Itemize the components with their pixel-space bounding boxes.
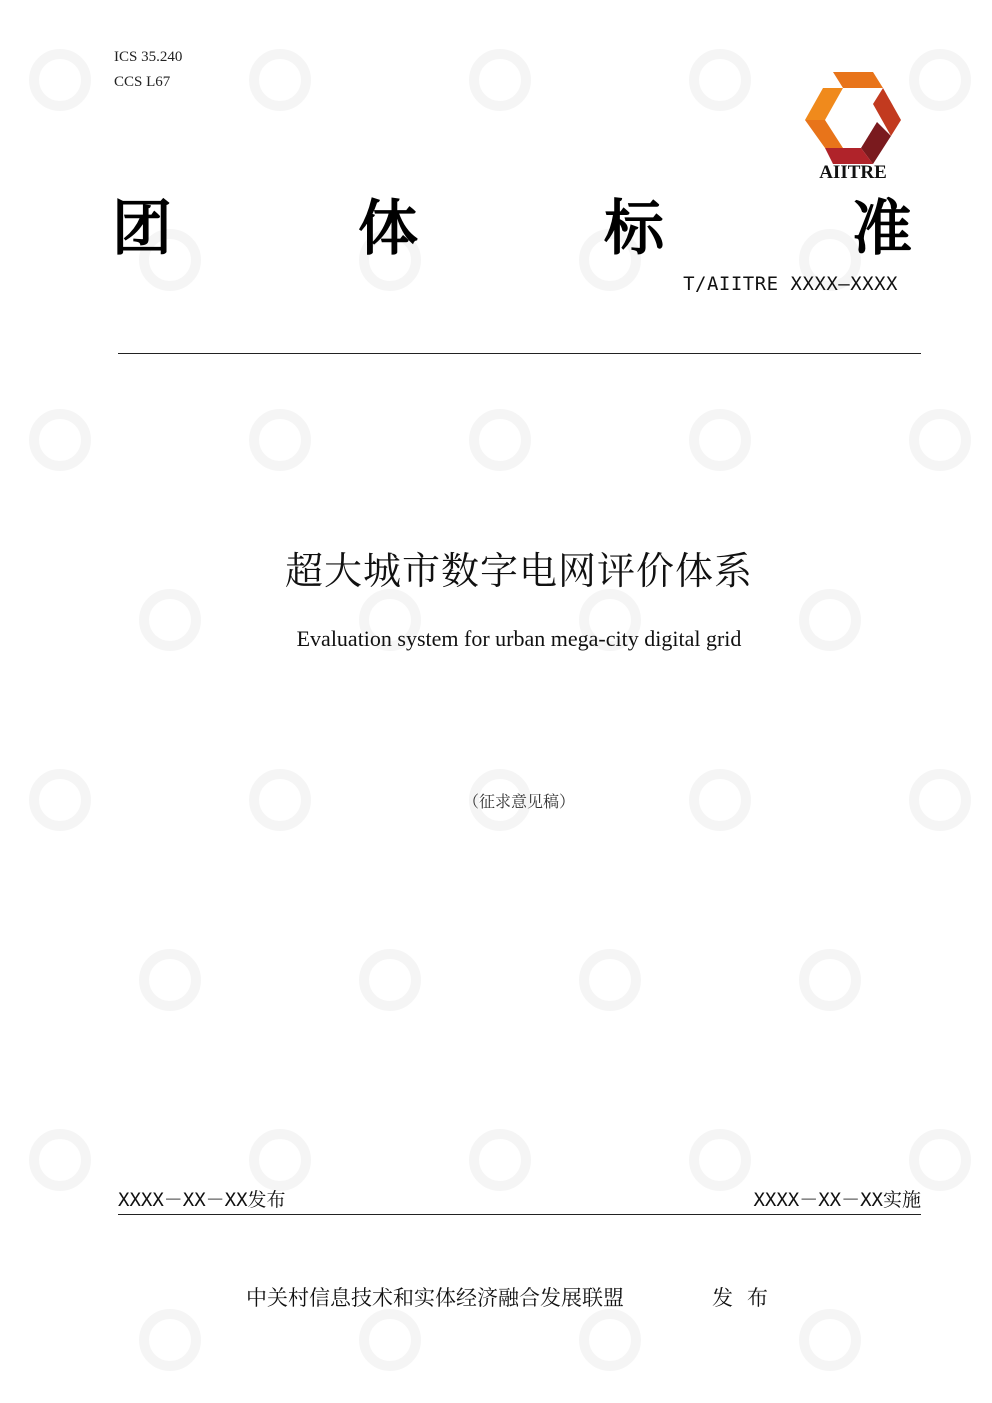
watermark-ring (804, 954, 856, 1006)
watermark-ring (914, 414, 966, 466)
category-char-1: 团 (112, 194, 172, 264)
watermark-ring (364, 1314, 416, 1366)
watermark-ring (364, 954, 416, 1006)
publish-date: XXXX－XX－XX (118, 1189, 248, 1211)
watermark-ring (914, 54, 966, 106)
standard-number: T/AIITRE XXXX—XXXX (683, 273, 898, 295)
watermark-ring (474, 1134, 526, 1186)
effective-label: 实施 (882, 1189, 921, 1211)
watermark-ring (694, 54, 746, 106)
watermark-ring (254, 54, 306, 106)
issuer-name: 中关村信息技术和实体经济融合发展联盟 (246, 1286, 624, 1310)
watermark-ring (474, 414, 526, 466)
watermark-ring (34, 1134, 86, 1186)
watermark-ring (694, 1134, 746, 1186)
category-char-4: 准 (852, 194, 912, 264)
watermark-ring (474, 54, 526, 106)
issue-label: 发布 (712, 1286, 782, 1310)
watermark-ring (804, 1314, 856, 1366)
publish-date-line (118, 1185, 286, 1212)
publish-label: 发布 (247, 1189, 286, 1211)
category-char-3: 标 (604, 194, 664, 264)
effective-date-line (753, 1185, 921, 1212)
logo-text: AIITRE (819, 162, 887, 180)
category-char-2: 体 (358, 194, 418, 264)
watermark-ring (584, 1314, 636, 1366)
draft-status: （征求意见稿） (462, 792, 575, 811)
watermark-ring (694, 414, 746, 466)
divider-top (118, 353, 921, 354)
watermark-ring (34, 414, 86, 466)
ics-code: ICS 35.240 (114, 49, 183, 65)
divider-bottom (118, 1214, 921, 1215)
document-title-cn: 超大城市数字电网评价体系 (284, 549, 753, 593)
watermark-ring (144, 954, 196, 1006)
watermark-ring (34, 54, 86, 106)
watermark-ring (914, 1134, 966, 1186)
watermark-ring (254, 1134, 306, 1186)
effective-date: XXXX－XX－XX (753, 1189, 883, 1211)
ccs-code: CCS L67 (114, 74, 171, 90)
watermark-ring (144, 1314, 196, 1366)
watermark-ring (584, 954, 636, 1006)
document-title-en: Evaluation system for urban mega-city digital grid (296, 626, 742, 651)
aiitre-logo (803, 70, 903, 180)
watermark-ring (254, 414, 306, 466)
